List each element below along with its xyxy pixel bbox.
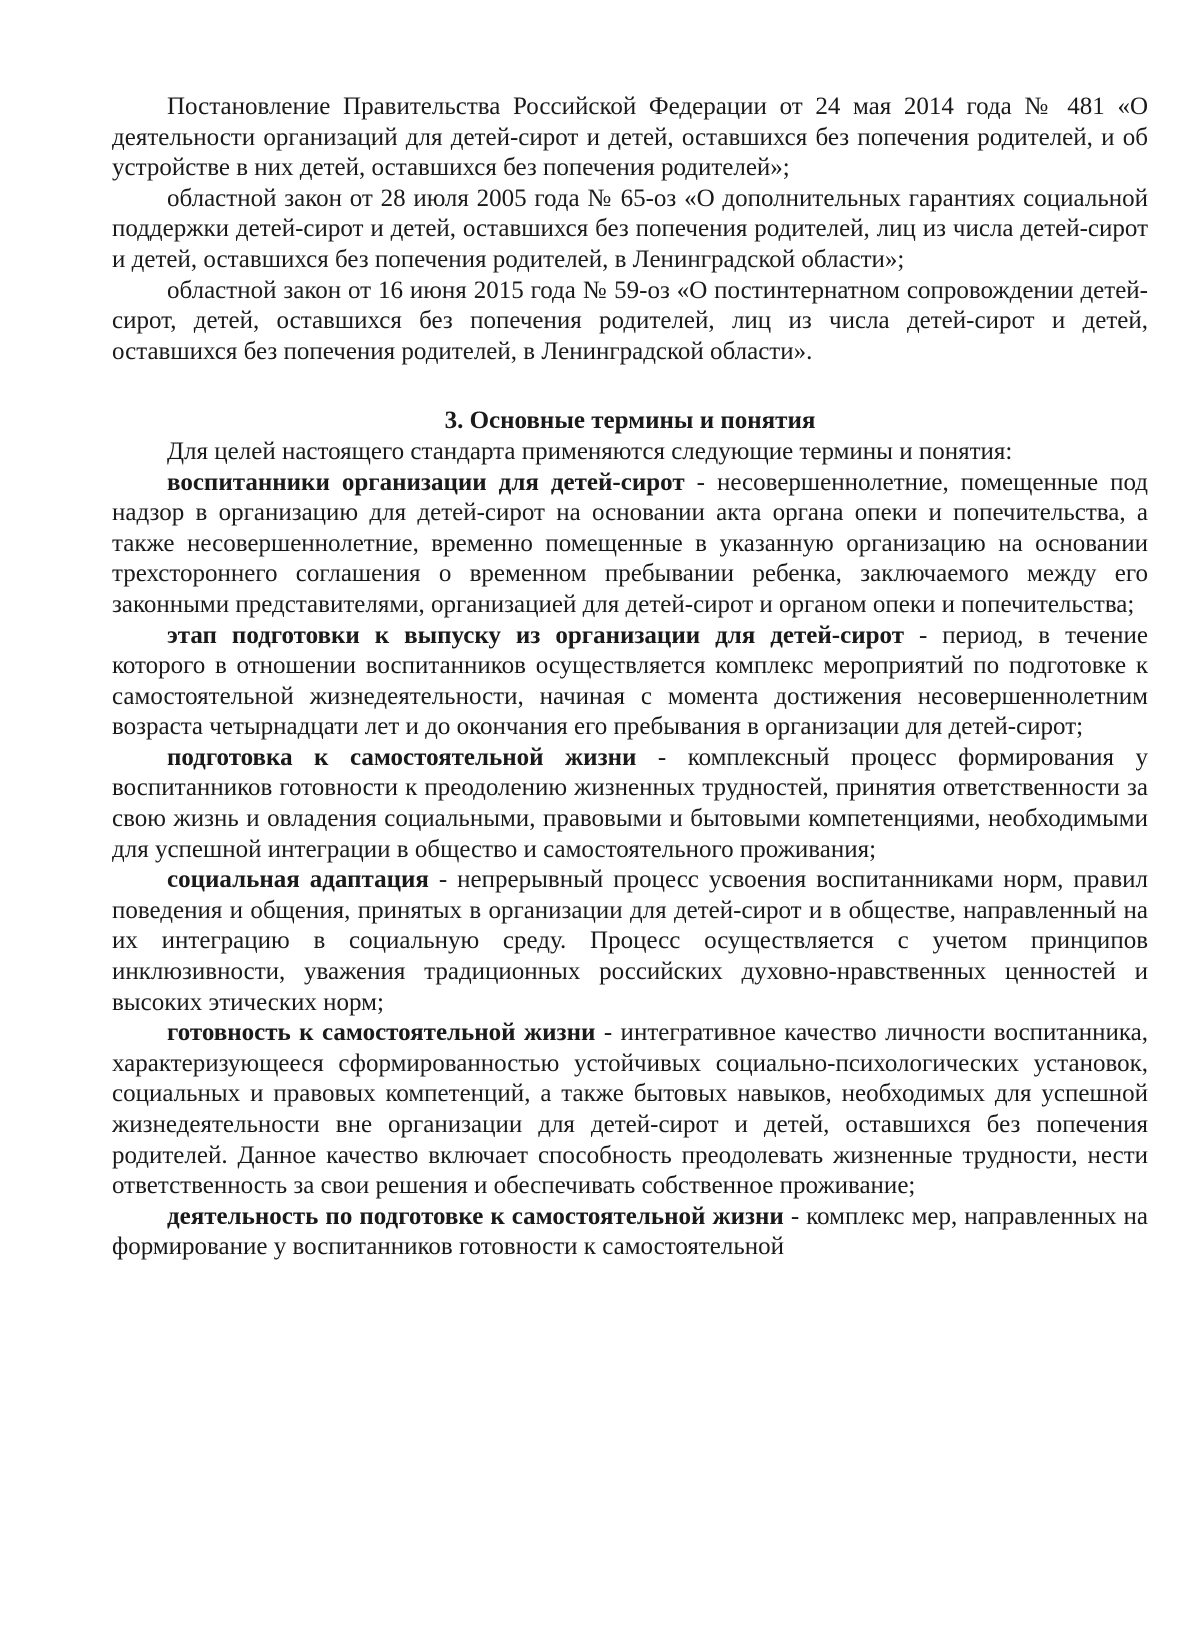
- document-page: [112, 92, 1148, 1263]
- definition-term: подготовка к самостоятельной жизни: [167, 743, 637, 771]
- definition-term: этап подготовки к выпуску из организации для детей-сирот: [167, 621, 904, 649]
- definition-paragraph: [112, 865, 1148, 1018]
- section-intro: Для целей настоящего стандарта применяются следующие термины и понятия:: [167, 437, 1013, 465]
- definition-text: - комплекс мер, направленных на формирование у воспитанников готовности к самостоятельной: [112, 1202, 1149, 1261]
- definition-term: воспитанники организации для детей-сирот: [167, 468, 685, 496]
- definition-term: социальная адаптация: [167, 866, 429, 894]
- legal-basis-paragraph: областной закон от 16 июня 2015 года № 59-оз «О постинтернатном сопровождении детей-сирот, детей, оставшихся без попечения родителей, лиц из числа детей-сирот и детей, оставшихся без попечения родителей, в Ленинградской области».: [112, 276, 1148, 365]
- definition-paragraph: [112, 468, 1148, 621]
- definition-paragraph: [112, 743, 1148, 865]
- legal-basis-paragraph: областной закон от 28 июля 2005 года № 65-оз «О дополнительных гарантиях социальной поддержки детей-сирот и детей, оставшихся без попечения родителей, лиц из числа детей-сирот и детей, оставшихся без попечения родителей, в Ленинградской области»;: [112, 184, 1148, 273]
- definition-text: - комплексный процесс формирования у воспитанников готовности к преодолению жизненных трудностей, принятия ответственности за свою жизнь и овладения социальными, правовыми и бытовыми компетенциями, необходимыми для успешной интеграции в общество и самостоятельного проживания;: [112, 743, 1148, 863]
- definition-text: - непрерывный процесс усвоения воспитанниками норм, правил поведения и общения, принятых в организации для детей-сирот и в обществе, направленный на их интеграцию в социальную среду. Процесс осуществляется с учетом принципов инклюзивности, уважения традиционных российских духовно-нравственных ценностей и высоких этических норм;: [112, 866, 1148, 1016]
- definition-term: деятельность по подготовке к самостоятельной жизни: [167, 1202, 784, 1230]
- definition-paragraph: [112, 1018, 1148, 1202]
- definition-paragraph: [112, 1202, 1148, 1263]
- legal-basis-paragraph: Постановление Правительства Российской Федерации от 24 мая 2014 года № 481 «О деятельности организаций для детей-сирот и детей, оставшихся без попечения родителей, и об устройстве в них детей, оставшихся без попечения родителей»;: [112, 93, 1148, 182]
- definition-term: готовность к самостоятельной жизни: [167, 1019, 596, 1047]
- definition-text: - период, в течение которого в отношении воспитанников осуществляется комплекс мероприятий по подготовке к самостоятельной жизнедеятельности, начиная с момента достижения несовершеннолетним возраста четырнадцати лет и до окончания его пребывания в организации для детей-сирот;: [112, 621, 1149, 741]
- definition-paragraph: [112, 621, 1148, 743]
- section-heading: 3. Основные термины и понятия: [444, 407, 816, 435]
- definition-text: - интегративное качество личности воспитанника, характеризующееся сформированностью устойчивых социально-психологических установок, социальных и правовых компетенций, а также бытовых навыков, необходимых для успешной жизнедеятельности вне организации для детей-сирот и детей, оставшихся без попечения родителей. Данное качество включает способность преодолевать жизненные трудности, нести ответственность за свои решения и обеспечивать собственное проживание;: [112, 1019, 1148, 1200]
- definition-text: - несовершеннолетние, помещенные под надзор в организацию для детей-сирот на основании акта органа опеки и попечительства, а также несовершеннолетние, временно помещенные в указанную организацию на основании трехстороннего соглашения о временном пребывании ребенка, заключаемого между его законными представителями, организацией для детей-сирот и органом опеки и попечительства;: [112, 468, 1148, 618]
